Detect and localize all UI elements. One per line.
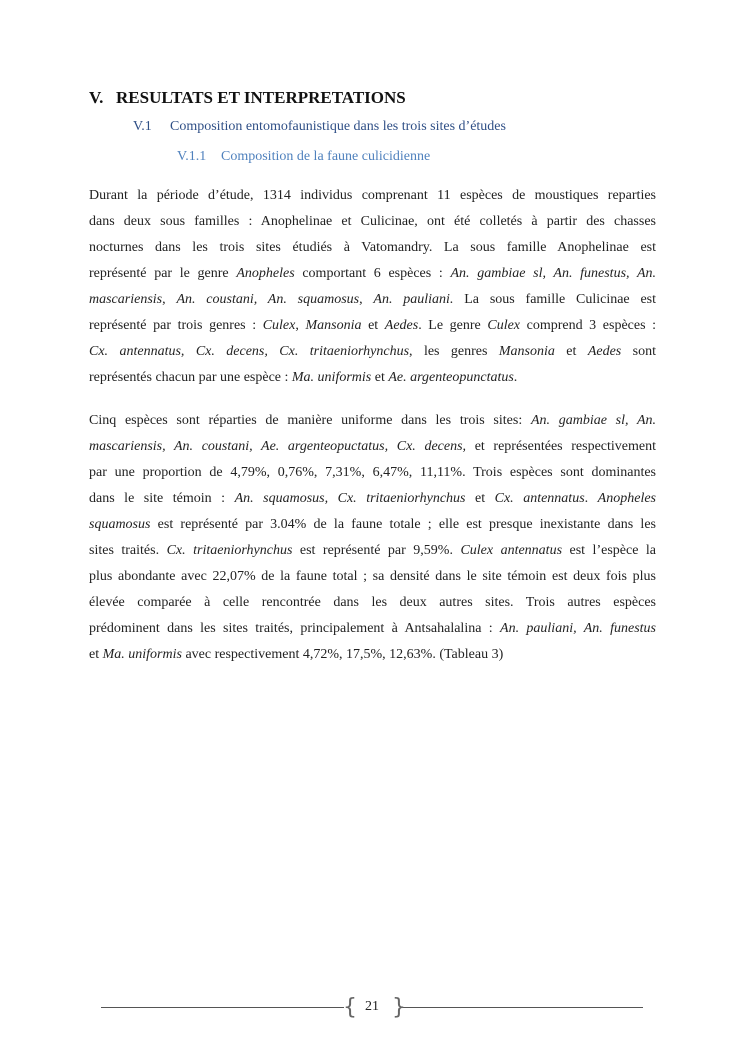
- text-run: est l’espèce la: [562, 543, 656, 558]
- species-name: An. pauliani.: [373, 292, 454, 307]
- paragraph-line: [89, 590, 656, 616]
- text-run: représentés chacun par une espèce :: [89, 370, 292, 385]
- species-name: Culex: [262, 318, 296, 333]
- text-run: élevée comparée à celle rencontrée dans les deux autres sites. Trois autres espèces: [89, 595, 656, 610]
- text-run: est représenté par 3.04% de la faune totale ; elle est presque inexistante dans les: [150, 517, 656, 532]
- species-name: Anopheles: [236, 266, 295, 281]
- species-name: Ae. argenteopunctatus: [388, 370, 514, 385]
- text-run: par une proportion de 4,79%, 0,76%, 7,31%, 6,47%, 11,11%. Trois espèces sont dominantes: [89, 465, 656, 480]
- species-name: mascariensis: [89, 292, 163, 307]
- section-heading: [89, 88, 406, 108]
- text-run: représenté par le genre: [89, 266, 237, 281]
- text-run: Cinq espèces sont réparties de manière uniforme dans les trois sites:: [89, 413, 531, 428]
- species-name: Cx. antennatus, Cx. decens, Cx. tritaeniorhynchus: [89, 344, 410, 359]
- text-run: , les genres: [409, 344, 499, 359]
- text-run: et: [89, 647, 103, 662]
- text-run: dans le site témoin :: [89, 491, 235, 506]
- text-run: est représenté par 9,59%.: [292, 543, 461, 558]
- text-run: Durant la période d’étude, 1314 individus comprenant 11 espèces de moustiques reparties: [89, 188, 656, 203]
- text-run: et: [465, 491, 495, 506]
- footer-rule-right: [400, 1007, 643, 1008]
- species-name: An. pauliani, An. funestus: [500, 621, 656, 636]
- species-name: Aedes: [384, 318, 419, 333]
- section-title: RESULTATS ET INTERPRETATIONS: [116, 88, 406, 107]
- text-run: .: [584, 491, 598, 506]
- paragraph-line: [89, 564, 656, 590]
- text-run: . Le genre: [418, 318, 488, 333]
- text-run: ,: [295, 318, 306, 333]
- paragraph-line: [89, 183, 656, 209]
- paragraph-line: [89, 408, 656, 434]
- paragraph-line: [89, 313, 656, 339]
- text-run: prédominent dans les sites traités, principalement à Antsahalalina :: [89, 621, 501, 636]
- paragraph-line: [89, 642, 656, 668]
- species-name: squamosus: [89, 517, 151, 532]
- text-run: avec respectivement 4,72%, 17,5%, 12,63%. (Tableau 3): [181, 647, 504, 662]
- subsubsection-title: Composition de la faune culicidienne: [221, 149, 431, 164]
- species-name: Culex antennatus: [460, 543, 563, 558]
- text-run: sites traités.: [89, 543, 167, 558]
- paragraph-line: [89, 434, 656, 460]
- text-run: .: [513, 370, 518, 385]
- text-run: sont: [621, 344, 656, 359]
- section-number: V.: [89, 88, 104, 107]
- text-run: et: [554, 344, 588, 359]
- text-run: et représentées respectivement: [466, 439, 656, 454]
- subsection-number: V.1: [133, 119, 152, 134]
- subsubsection-number: V.1.1: [177, 149, 207, 164]
- text-run: ,: [359, 292, 374, 307]
- text-run: comportant 6 espèces :: [294, 266, 451, 281]
- text-run: plus abondante avec 22,07% de la faune total ; sa densité dans le site témoin est deux fois plus: [89, 569, 656, 584]
- paragraph-line: [89, 209, 656, 235]
- species-name: Culex: [487, 318, 521, 333]
- paragraph-line: [89, 512, 656, 538]
- species-name: Mansonia: [498, 344, 555, 359]
- paragraph-line: [89, 486, 656, 512]
- text-run: représenté par trois genres :: [89, 318, 263, 333]
- species-name: Mansonia: [305, 318, 362, 333]
- text-run: La sous famille Culicinae est: [453, 292, 656, 307]
- species-name: An. gambiae sl, An. funestus, An.: [450, 266, 656, 281]
- subsection-heading: [133, 119, 506, 135]
- species-name: An. gambiae sl, An.: [530, 413, 656, 428]
- paragraph-line: [89, 365, 656, 391]
- species-name: Aedes: [587, 344, 622, 359]
- species-name: Ma. uniformis: [102, 647, 182, 662]
- footer-right-bracket-icon: }: [392, 995, 406, 1020]
- species-name: mascariensis, An. coustani, Ae. argenteopuctatus, Cx. decens,: [89, 439, 467, 454]
- text-run: et: [361, 318, 385, 333]
- species-name: Cx. tritaeniorhynchus: [166, 543, 293, 558]
- paragraph-line: [89, 616, 656, 642]
- paragraph-line: [89, 287, 656, 313]
- paragraph-line: [89, 460, 656, 486]
- text-run: comprend 3 espèces :: [520, 318, 657, 333]
- footer-rule-left: [101, 1007, 344, 1008]
- paragraph-line: [89, 339, 656, 365]
- text-run: et: [371, 370, 389, 385]
- page-number: 21: [365, 999, 379, 1014]
- footer-left-bracket-icon: {: [343, 995, 357, 1020]
- text-run: dans deux sous familles : Anophelinae et Culicinae, ont été colletés à partir des chasses: [89, 214, 656, 229]
- text-run: nocturnes dans les trois sites étudiés à Vatomandry. La sous famille Anophelinae est: [89, 240, 656, 255]
- species-name: An. coustani, An. squamosus: [176, 292, 360, 307]
- text-run: ,: [162, 292, 177, 307]
- paragraph-culicid-composition: [89, 183, 656, 391]
- species-name: Anopheles: [597, 491, 656, 506]
- species-name: Ma. uniformis: [291, 370, 372, 385]
- paragraph-species-distribution: [89, 408, 656, 668]
- species-name: Cx. antennatus: [494, 491, 585, 506]
- paragraph-line: [89, 235, 656, 261]
- subsubsection-heading: [177, 149, 430, 165]
- paragraph-line: [89, 538, 656, 564]
- species-name: An. squamosus, Cx. tritaeniorhynchus: [234, 491, 466, 506]
- subsection-title: Composition entomofaunistique dans les trois sites d’études: [170, 119, 506, 134]
- paragraph-line: [89, 261, 656, 287]
